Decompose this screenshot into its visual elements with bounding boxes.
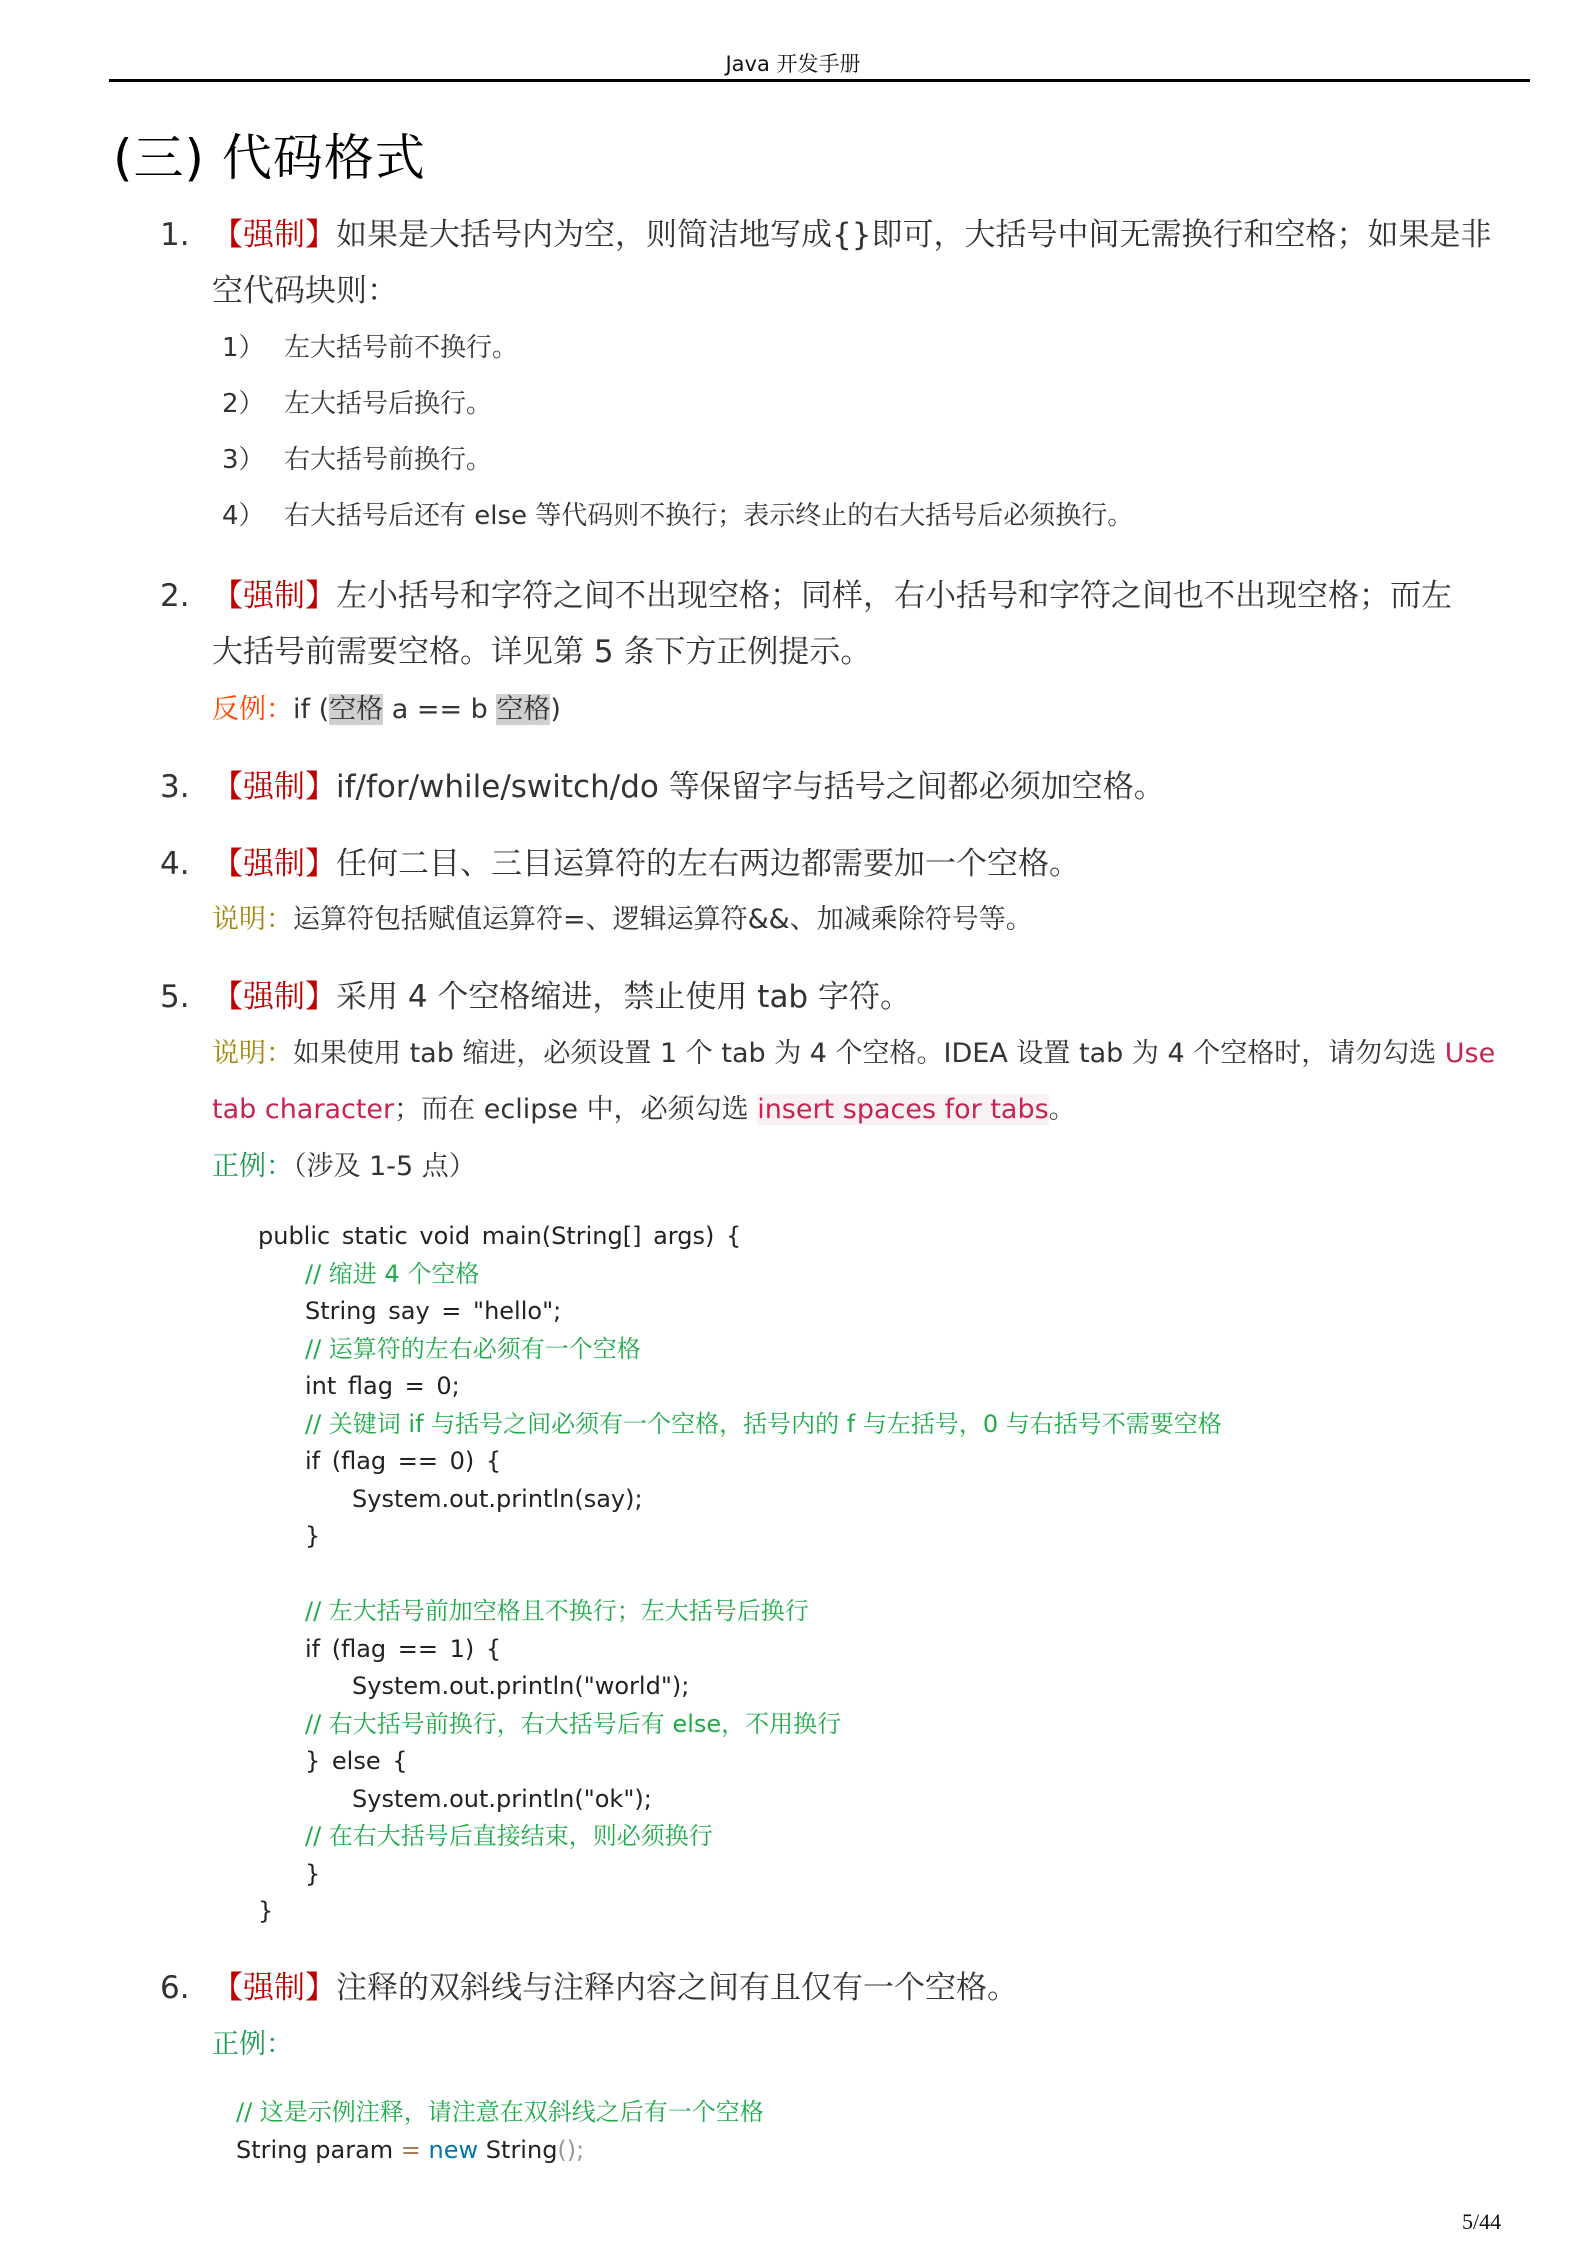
sub-item-text: 右大括号后还有 else 等代码则不换行；表示终止的右大括号后必须换行。 [284, 501, 1134, 531]
sub-item-number: 1） [222, 333, 265, 363]
positive-example-heading [212, 1148, 476, 1186]
code-line: System.out.println("ok"); [352, 1784, 652, 1813]
section-heading: (三) 代码格式 [113, 129, 426, 187]
code-type: String [485, 2135, 558, 2164]
code-line: System.out.println(say); [352, 1484, 643, 1513]
code-line: } [305, 1522, 321, 1550]
highlighted-space-marker: 空格 [329, 694, 384, 725]
example-label: 正例： [212, 1151, 293, 1182]
code-comment: // 在右大括号后直接结束，则必须换行 [305, 1822, 713, 1850]
explanation-note [212, 901, 1033, 939]
item-text: 如果是大括号内为空，则简洁地写成{}即可，大括号中间无需换行和空格；如果是非 [336, 217, 1492, 253]
sub-item-text: 左大括号前不换行。 [284, 333, 519, 363]
sub-item [222, 442, 492, 478]
code-line: public static void main(String[] args) { [258, 1222, 742, 1250]
code-fragment: ) [550, 694, 561, 725]
note-text: 运算符包括赋值运算符=、逻辑运算符&&、加减乘除符号等。 [293, 904, 1033, 935]
code-line: String say = "hello"; [305, 1297, 562, 1325]
sub-item-number: 2） [222, 389, 265, 419]
item-number: 4. [160, 846, 190, 882]
item-number: 3. [160, 769, 190, 805]
note-label: 说明： [212, 904, 293, 935]
sub-item-text: 左大括号后换行。 [284, 389, 493, 419]
force-tag: 【强制】 [212, 846, 336, 882]
rule-item-5 [160, 977, 911, 1017]
code-comment: // 左大括号前加空格且不换行；左大括号后换行 [305, 1597, 809, 1625]
positive-example-heading [212, 2026, 293, 2064]
inline-code-option: insert spaces for tabs [757, 1094, 1049, 1125]
item-continuation: 大括号前需要空格。详见第 5 条下方正例提示。 [212, 634, 872, 670]
code-comment: // 右大括号前换行，右大括号后有 else，不用换行 [305, 1709, 842, 1738]
code-comment: // 运算符的左右必须有一个空格 [305, 1334, 641, 1363]
ide-option-text: Use [1444, 1038, 1496, 1069]
highlighted-space-marker: 空格 [496, 694, 551, 725]
code-line: if (flag == 1) { [305, 1634, 502, 1663]
item-text: 左小括号和字符之间不出现空格；同样，右小括号和字符之间也不出现空格；而左 [336, 578, 1452, 614]
sub-item [222, 386, 492, 422]
code-line: } [305, 1859, 321, 1888]
sub-item-number: 3） [222, 445, 265, 475]
code-identifier: String param [236, 2135, 394, 2164]
force-tag: 【强制】 [212, 979, 336, 1015]
item-number: 2. [160, 578, 190, 614]
sub-item [222, 498, 1133, 534]
explanation-note-continuation [212, 1091, 1076, 1129]
rule-item-1 [160, 215, 1491, 255]
code-blank-line [258, 1556, 1222, 1594]
note-text: ；而在 eclipse 中，必须勾选 [394, 1094, 758, 1125]
ide-option-text: tab character [212, 1094, 395, 1125]
force-tag: 【强制】 [212, 1970, 336, 2006]
running-header: Java 开发手册 [725, 52, 861, 76]
page-number: 5/44 [1462, 2209, 1502, 2234]
item-text: 采用 4 个空格缩进，禁止使用 tab 字符。 [336, 979, 911, 1015]
item-continuation: 空代码块则： [212, 273, 398, 309]
note-label: 说明： [212, 1038, 293, 1069]
item-text: 注释的双斜线与注释内容之间有且仅有一个空格。 [336, 1970, 1018, 2006]
code-comment: // 这是示例注释，请注意在双斜线之后有一个空格 [236, 2098, 764, 2126]
note-text: 。 [1048, 1094, 1076, 1125]
explanation-note [212, 1035, 1495, 1073]
rule-item-6 [160, 1968, 1018, 2008]
code-block-positive-example [258, 1218, 1222, 1931]
example-label: 正例： [212, 2029, 293, 2060]
rule-item-2 [160, 576, 1452, 616]
code-fragment: if ( [293, 694, 330, 725]
counter-example-label: 反例： [212, 694, 293, 725]
header-divider [109, 79, 1530, 82]
sub-item-text: 右大括号前换行。 [284, 445, 493, 475]
code-fragment: a == b [383, 694, 497, 725]
item-number: 1. [160, 217, 190, 253]
code-line: } [258, 1897, 274, 1925]
force-tag: 【强制】 [212, 217, 336, 253]
code-line: } else { [305, 1747, 408, 1775]
code-operator: = [400, 2135, 421, 2164]
code-comment: // 关键词 if 与括号之间必须有一个空格，括号内的 f 与左括号，0 与右括号不需要空格 [305, 1409, 1222, 1438]
sub-item-number: 4） [222, 501, 265, 531]
item-text: 任何二目、三目运算符的左右两边都需要加一个空格。 [336, 846, 1080, 882]
code-line [236, 2132, 764, 2170]
code-comment: // 缩进 4 个空格 [305, 1259, 480, 1288]
counter-example [212, 691, 561, 729]
code-line: System.out.println("world"); [352, 1672, 690, 1700]
rule-item-4 [160, 844, 1080, 884]
example-text: （涉及 1-5 点） [293, 1151, 476, 1182]
code-line: int flag = 0; [305, 1372, 460, 1400]
force-tag: 【强制】 [212, 578, 336, 614]
item-number: 6. [160, 1970, 190, 2006]
note-text: 如果使用 tab 缩进，必须设置 1 个 tab 为 4 个空格。IDEA 设置 tab 为 4 个空格时，请勿勾选 [293, 1038, 1445, 1069]
item-number: 5. [160, 979, 190, 1015]
code-punctuation: (); [557, 2135, 585, 2164]
code-block-comment-example [236, 2094, 764, 2169]
code-keyword: new [428, 2135, 479, 2164]
sub-item [222, 330, 518, 366]
item-text: if/for/while/switch/do 等保留字与括号之间都必须加空格。 [336, 769, 1165, 805]
force-tag: 【强制】 [212, 769, 336, 805]
code-line: if (flag == 0) { [305, 1447, 502, 1475]
rule-item-3 [160, 767, 1165, 807]
